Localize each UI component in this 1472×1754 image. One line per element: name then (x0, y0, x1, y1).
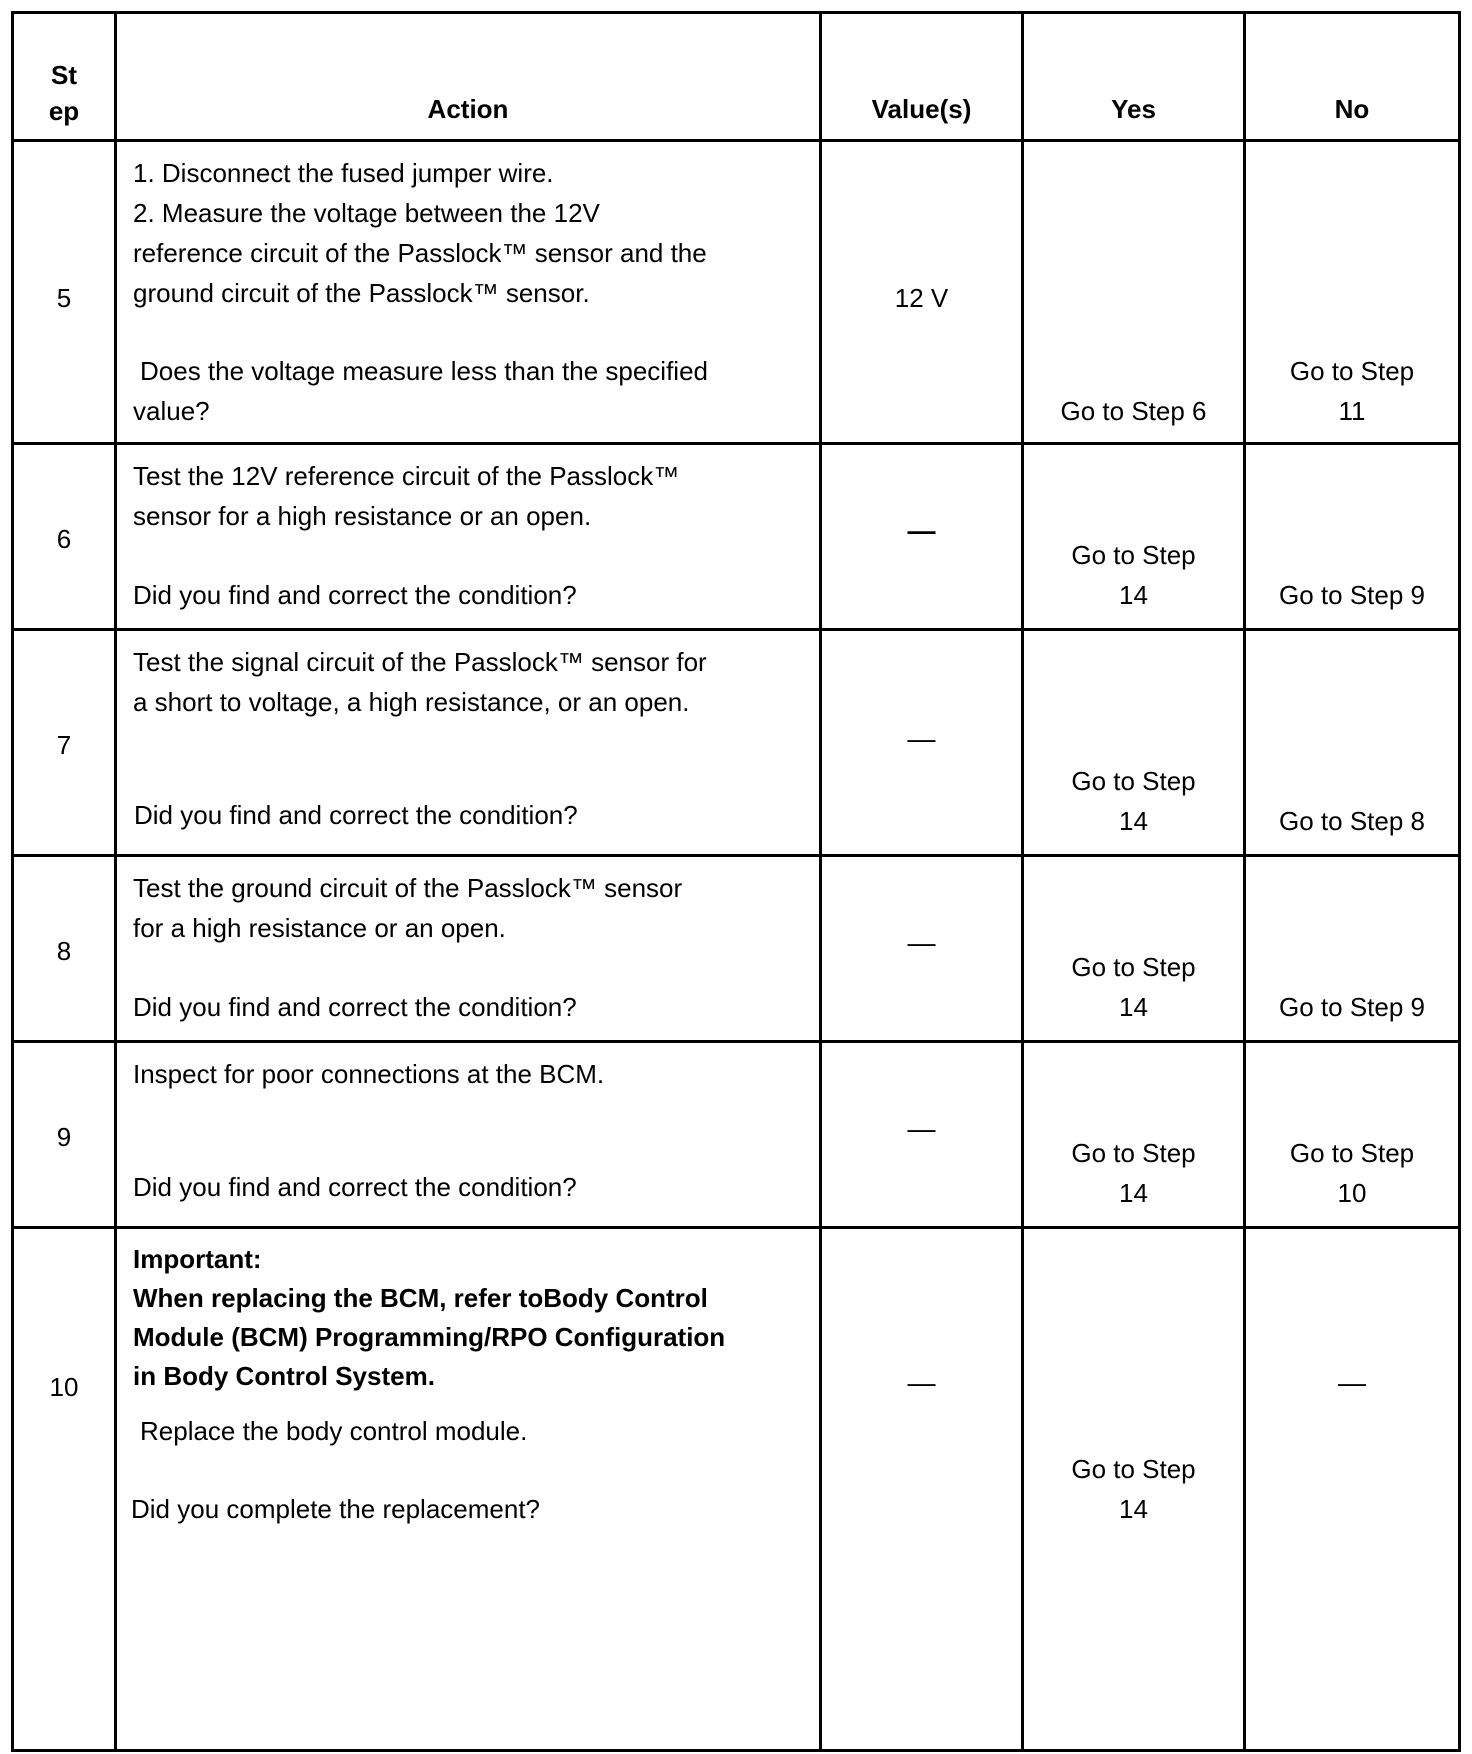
yes-line: Go to Step 6 (1060, 396, 1207, 426)
value-cell (822, 1043, 1024, 1226)
header-action-cell (117, 14, 822, 139)
table-row (14, 857, 1458, 1043)
action-line: a short to voltage, a high resistance, or an open. (133, 687, 690, 717)
no-line: 11 (1338, 396, 1366, 426)
header-step (14, 57, 114, 129)
table-row (14, 1229, 1458, 1749)
action-line: Inspect for poor connections at the BCM. (133, 1059, 605, 1089)
value-dash: — (907, 723, 936, 754)
no-line: Go to Step 8 (1279, 806, 1425, 836)
no-cell (1246, 857, 1458, 1040)
important-line: Module (BCM) Programming/RPO Configuration (133, 1322, 726, 1352)
step-cell (14, 142, 117, 442)
question-line: Did you find and correct the condition? (133, 580, 577, 610)
action-text (133, 1054, 604, 1094)
action-cell (117, 445, 822, 628)
no-line: Go to Step 9 (1279, 992, 1425, 1022)
action-line: Replace the body control module. (140, 1416, 528, 1446)
question-line: Did you complete the replacement? (131, 1494, 541, 1524)
question-text (133, 1167, 577, 1207)
step-cell (14, 631, 117, 854)
question-text (133, 351, 708, 431)
yes-cell (1024, 142, 1246, 442)
no-action (1246, 801, 1458, 841)
step-number: 7 (56, 730, 72, 760)
step-number: 5 (56, 283, 72, 313)
yes-action (1024, 947, 1243, 1027)
no-dash: — (1338, 1367, 1366, 1398)
action-line: 1. Disconnect the fused jumper wire. (133, 158, 554, 188)
table-row (14, 142, 1458, 445)
question-line: value? (133, 396, 210, 426)
action-cell (117, 1043, 822, 1226)
step-number: 8 (56, 936, 72, 966)
question-line: Did you find and correct the condition? (134, 800, 578, 830)
action-cell (117, 1229, 822, 1749)
action-text (133, 456, 679, 536)
question-line: Does the voltage measure less than the specified (140, 356, 709, 386)
no-action (1246, 575, 1458, 615)
question-line: Did you find and correct the condition? (133, 1172, 577, 1202)
table-header-row (14, 14, 1458, 142)
question-text (133, 575, 577, 615)
table-row (14, 1043, 1458, 1229)
no-line: Go to Step (1289, 356, 1415, 386)
yes-line: 14 (1119, 1178, 1148, 1208)
yes-action (1024, 1449, 1243, 1529)
yes-line: 14 (1119, 580, 1148, 610)
step-cell (14, 1043, 117, 1226)
header-step-line2: ep (48, 96, 80, 126)
no-cell (1246, 1229, 1458, 1749)
header-no-cell (1246, 14, 1458, 139)
action-line: Test the ground circuit of the Passlock™ sensor (133, 873, 683, 903)
yes-line: Go to Step (1071, 1138, 1196, 1168)
action-text (133, 868, 682, 948)
header-values: Value(s) (871, 94, 972, 124)
action-line: 2. Measure the voltage between the 12V (133, 198, 600, 228)
yes-cell (1024, 445, 1246, 628)
yes-line: 14 (1119, 992, 1148, 1022)
action-line: for a high resistance or an open. (133, 913, 506, 943)
value-cell (822, 445, 1024, 628)
no-cell (1246, 142, 1458, 442)
yes-line: Go to Step (1071, 952, 1196, 982)
header-step-cell (14, 14, 117, 139)
value-dash: — (907, 927, 936, 958)
action-line: Test the signal circuit of the Passlock™ sensor for (133, 647, 707, 677)
important-line: Important: (133, 1244, 262, 1274)
table-row (14, 445, 1458, 631)
value-dash: — (907, 515, 936, 546)
value-cell (822, 857, 1024, 1040)
value-cell (822, 1229, 1024, 1749)
value-text: 12 V (894, 283, 949, 313)
question-text (131, 1489, 540, 1529)
important-note (133, 1240, 725, 1396)
action-cell (117, 631, 822, 854)
yes-line: 14 (1119, 806, 1148, 836)
step-cell (14, 1229, 117, 1749)
yes-action (1024, 761, 1243, 841)
header-step-line1: St (51, 60, 77, 90)
step-number: 6 (56, 524, 72, 554)
action-cell (117, 857, 822, 1040)
value-dash: — (907, 1113, 936, 1144)
step-cell (14, 857, 117, 1040)
yes-line: Go to Step (1071, 766, 1196, 796)
yes-line: Go to Step (1071, 1454, 1196, 1484)
action-line: ground circuit of the Passlock™ sensor. (133, 278, 590, 308)
header-no: No (1334, 94, 1370, 124)
question-text (134, 795, 578, 835)
header-yes: Yes (1111, 94, 1156, 124)
no-action (1246, 1133, 1458, 1213)
yes-cell (1024, 857, 1246, 1040)
value-cell (822, 142, 1024, 442)
action-line: Test the 12V reference circuit of the Passlock™ (133, 461, 680, 491)
yes-cell (1024, 1043, 1246, 1226)
table-row (14, 631, 1458, 857)
action-text (140, 1411, 527, 1451)
action-line: reference circuit of the Passlock™ sensor and the (133, 238, 707, 268)
question-text (133, 987, 577, 1027)
action-text (133, 642, 707, 722)
header-values-cell (822, 14, 1024, 139)
header-action: Action (427, 94, 509, 124)
no-line: Go to Step 9 (1279, 580, 1425, 610)
no-cell (1246, 1043, 1458, 1226)
important-line: When replacing the BCM, refer toBody Control (133, 1283, 708, 1313)
yes-line: 14 (1119, 1494, 1148, 1524)
action-line: sensor for a high resistance or an open. (133, 501, 592, 531)
step-number: 9 (56, 1122, 72, 1152)
yes-action (1024, 1133, 1243, 1213)
yes-action (1024, 391, 1243, 431)
yes-line: Go to Step (1071, 540, 1196, 570)
value-cell (822, 631, 1024, 854)
step-cell (14, 445, 117, 628)
yes-cell (1024, 631, 1246, 854)
step-number: 10 (49, 1372, 79, 1402)
question-line: Did you find and correct the condition? (133, 992, 577, 1022)
no-line: Go to Step (1289, 1138, 1415, 1168)
header-yes-cell (1024, 14, 1246, 139)
important-line: in Body Control System. (133, 1361, 435, 1391)
no-cell (1246, 631, 1458, 854)
no-cell (1246, 445, 1458, 628)
no-line: 10 (1337, 1178, 1367, 1208)
yes-cell (1024, 1229, 1246, 1749)
no-action (1246, 987, 1458, 1027)
action-text (133, 153, 707, 313)
yes-action (1024, 535, 1243, 615)
diagnostic-table (11, 11, 1461, 1752)
value-dash: — (907, 1367, 936, 1398)
no-action (1246, 351, 1458, 431)
action-cell (117, 142, 822, 442)
